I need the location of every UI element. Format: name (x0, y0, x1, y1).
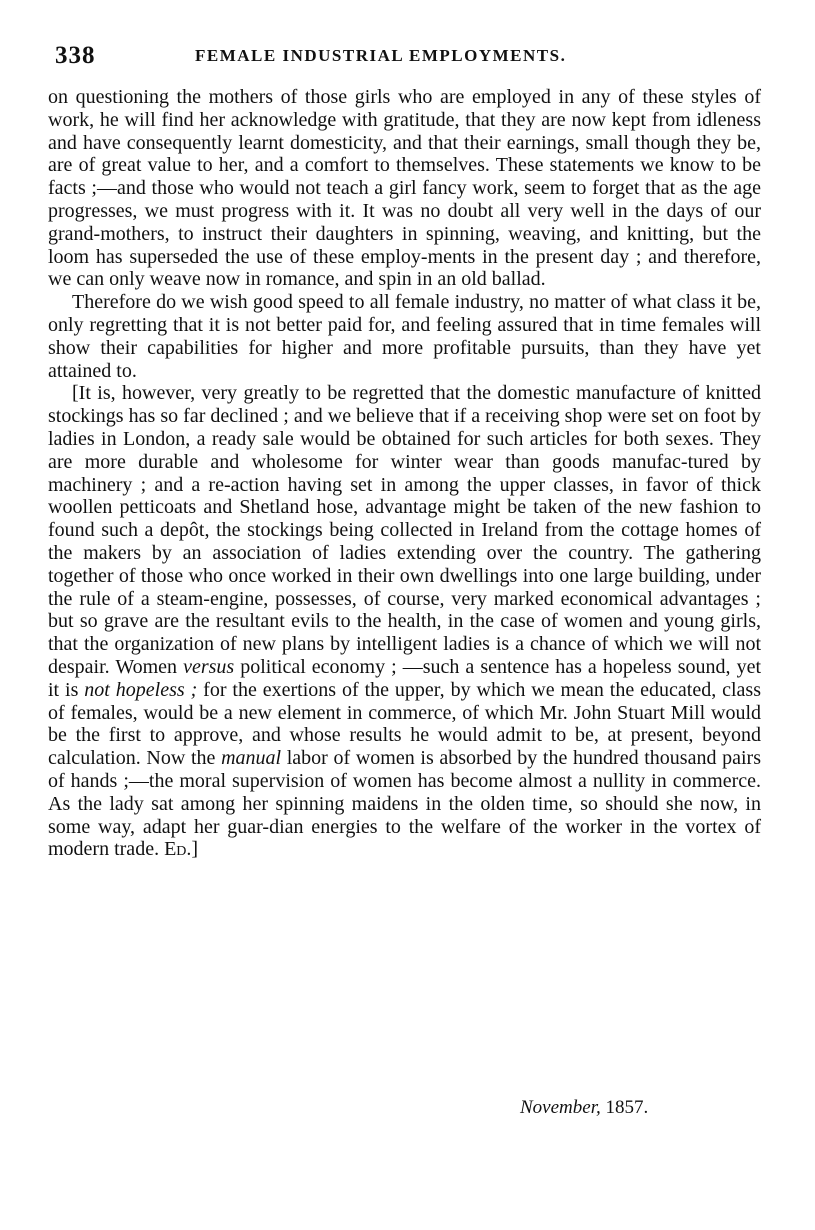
editor-note-italic-versus: versus (183, 655, 235, 678)
page-header (55, 42, 767, 74)
editor-note-italic-manual: manual (221, 747, 282, 770)
paragraph-continued: on questioning the mothers of those girls who are employed in any of these styles of work, he will find her acknowledge with gratitude, that they are now kept from idleness and have consequently learnt domesticity, and that their earnings, small though they be, are of great value to her, and a comfort to themselves. These statements we know to be facts ;—and those who would not teach a girl fancy work, seem to forget that as the age progresses, we must progress with it. It was no doubt all very well in the days of our grand-mothers, to instruct their daughters in spinning, weaving, and knitting, but the loom has superseded the use of these employ-ments in the present day ; and therefore, we can only weave now in romance, and spin in an old ballad. (48, 86, 761, 291)
editor-note-text-2: political economy ; —such a sentence has a hopeless sound, yet it is (48, 655, 762, 701)
page-number: 338 (55, 42, 96, 69)
paragraph-therefore: Therefore do we wish good speed to all female industry, no matter of what class it be, only regretting that it is not better paid for, and feeling assured that in time females will show their capabilities for higher and more profitable pursuits, than they have yet attained to. (48, 291, 761, 382)
editor-note-italic-not-hopeless: not hopeless ; (84, 678, 198, 701)
editor-note-text-3: for the exertions of the upper, by which we mean the educated, class of females, would be a new element in commerce, of which Mr. John Stuart Mill would be the first to approve, and whose results he would admit to be, at present, beyond calculation. Now the (48, 678, 761, 770)
editor-signature: Ed. (164, 838, 192, 861)
dateline-month: November, (520, 1097, 601, 1118)
editor-note-text-1: [It is, however, very greatly to be regretted that the domestic manufacture of knitted stockings has so far declined ; and we believe that if a receiving shop were set on foot by ladies in London, a ready sale would be obtained for such articles for both sexes. They are more durable and wholesome for winter wear than goods manufac-tured by machinery ; and a re-action having set in among the upper classes, in favor of thick woollen petticoats and Shetland hose, advantage might be taken of the new fashion to found such a depôt, the stockings being collected in Ireland from the cottage homes of the makers by an association of ladies extending over the country. The gathering together of those who once worked in their own dwellings into one large building, under the rule of a steam-engine, possesses, of course, very marked economical advantages ; but so grave are the resultant evils to the health, in the case of women and young girls, that the organization of new plans by intelligent ladies is a chance of which we will not despair. Women (48, 382, 761, 678)
editor-note-closing-bracket: ] (191, 838, 199, 861)
paragraph-editor-note (48, 382, 761, 861)
dateline (520, 1097, 648, 1119)
dateline-year: 1857. (600, 1097, 649, 1118)
article-body (48, 86, 761, 861)
running-title: FEMALE INDUSTRIAL EMPLOYMENTS. (195, 46, 567, 65)
editor-note-text-4: labor of women is absorbed by the hundred thousand pairs of hands ;—the moral supervision of women has become almost a nullity in commerce. As the lady sat among her spinning maidens in the olden time, so should she now, in some way, adapt her guar-dian energies to the welfare of the worker in the vortex of modern trade. (48, 747, 762, 861)
